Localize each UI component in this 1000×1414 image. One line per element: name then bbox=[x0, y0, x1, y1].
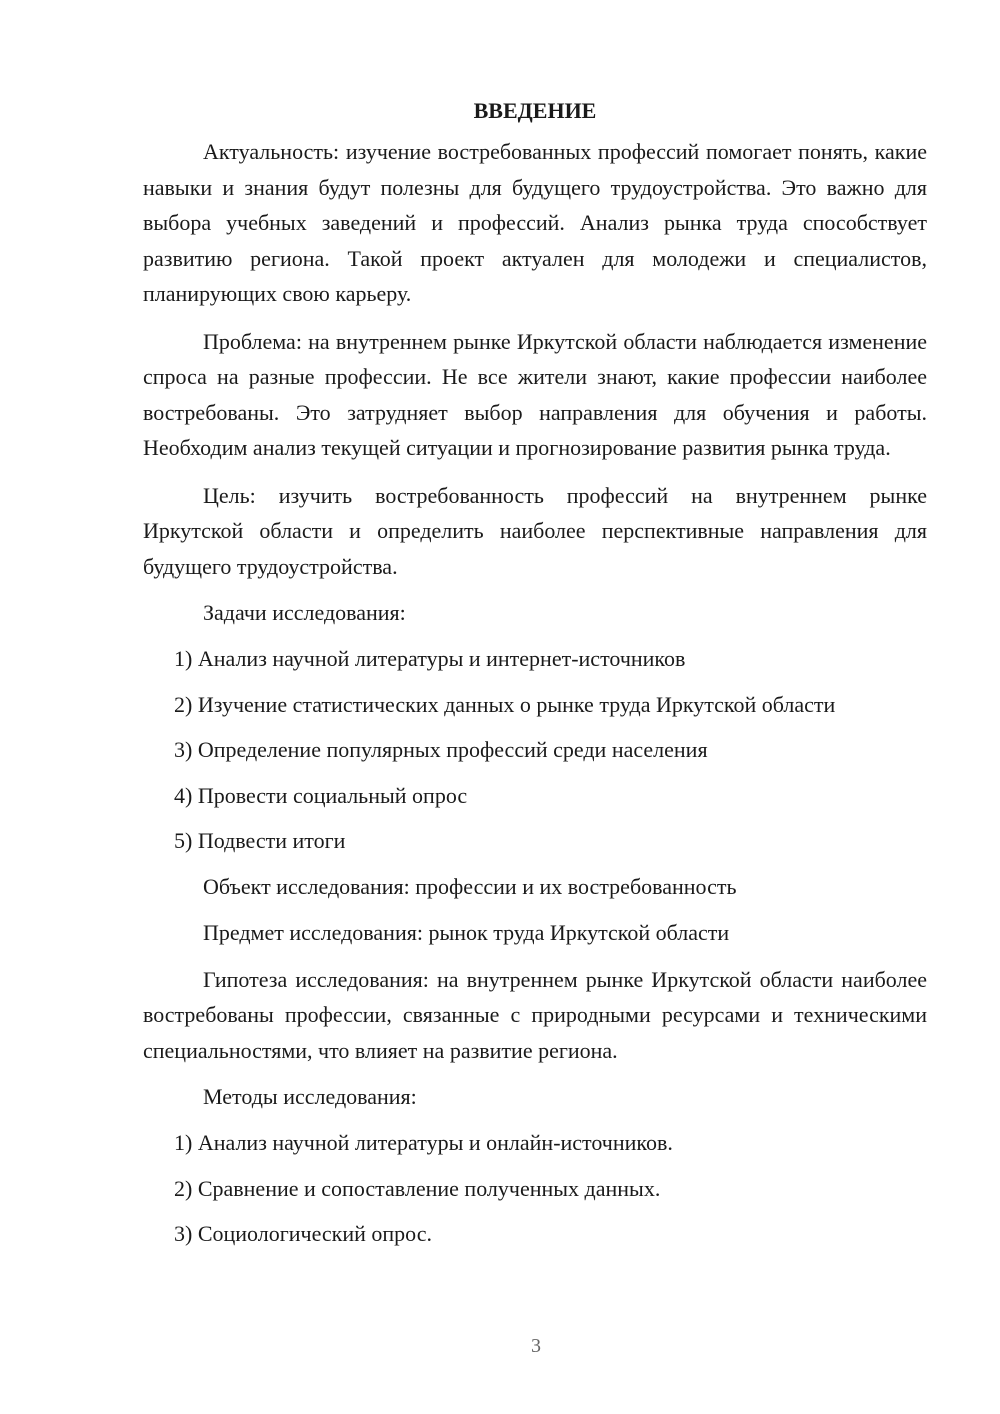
task-item: 4) Провести социальный опрос bbox=[174, 782, 468, 808]
task-item: 2) Изучение статистических данных о рынке труда Иркутской области bbox=[174, 691, 836, 717]
page-number: 3 bbox=[531, 1335, 541, 1357]
research-object: Объект исследования: профессии и их востребованность bbox=[203, 873, 737, 899]
method-item: 3) Социологический опрос. bbox=[174, 1221, 432, 1246]
task-item: 1) Анализ научной литературы и интернет-источников bbox=[174, 646, 686, 671]
problem-paragraph: Проблема: на внутреннем рынке Иркутской области наблюдается изменение спроса на разные профессии. Не все жители знают, какие профессии наиболее востребованы. Это затрудняет выбор направления для обучения и работы. Необходим анализ текущей ситуации и прогнозирование развития рынка труда. bbox=[143, 328, 927, 460]
methods-list bbox=[143, 1126, 927, 1251]
tasks-heading: Задачи исследования: bbox=[203, 600, 406, 625]
relevance-paragraph: Актуальность: изучение востребованных профессий помогает понять, какие навыки и знания будут полезны для будущего трудоустройства. Это важно для выбора учебных заведений и профессий. Анализ рынка труда способствует развитию региона. Такой проект актуален для молодежи и специалистов, планирующих свою карьеру. bbox=[143, 139, 927, 306]
task-item: 3) Определение популярных профессий среди населения bbox=[174, 737, 708, 762]
method-item: 1) Анализ научной литературы и онлайн-источников. bbox=[174, 1130, 673, 1155]
methods-heading: Методы исследования: bbox=[203, 1084, 417, 1109]
research-subject: Предмет исследования: рынок труда Иркутской области bbox=[203, 919, 730, 945]
goal-paragraph: Цель: изучить востребованность профессий на внутреннем рынке Иркутской области и определить наиболее перспективные направления для будущего трудоустройства. bbox=[143, 482, 927, 579]
page-title: ВВЕДЕНИЕ bbox=[473, 98, 597, 123]
tasks-list bbox=[143, 642, 927, 858]
task-item: 5) Подвести итоги bbox=[174, 828, 346, 853]
method-item: 2) Сравнение и сопоставление полученных данных. bbox=[174, 1175, 661, 1201]
hypothesis-paragraph: Гипотеза исследования: на внутреннем рынке Иркутской области наиболее востребованы профессии, связанные с природными ресурсами и техническими специальностями, что влияет на развитие региона. bbox=[143, 966, 927, 1063]
